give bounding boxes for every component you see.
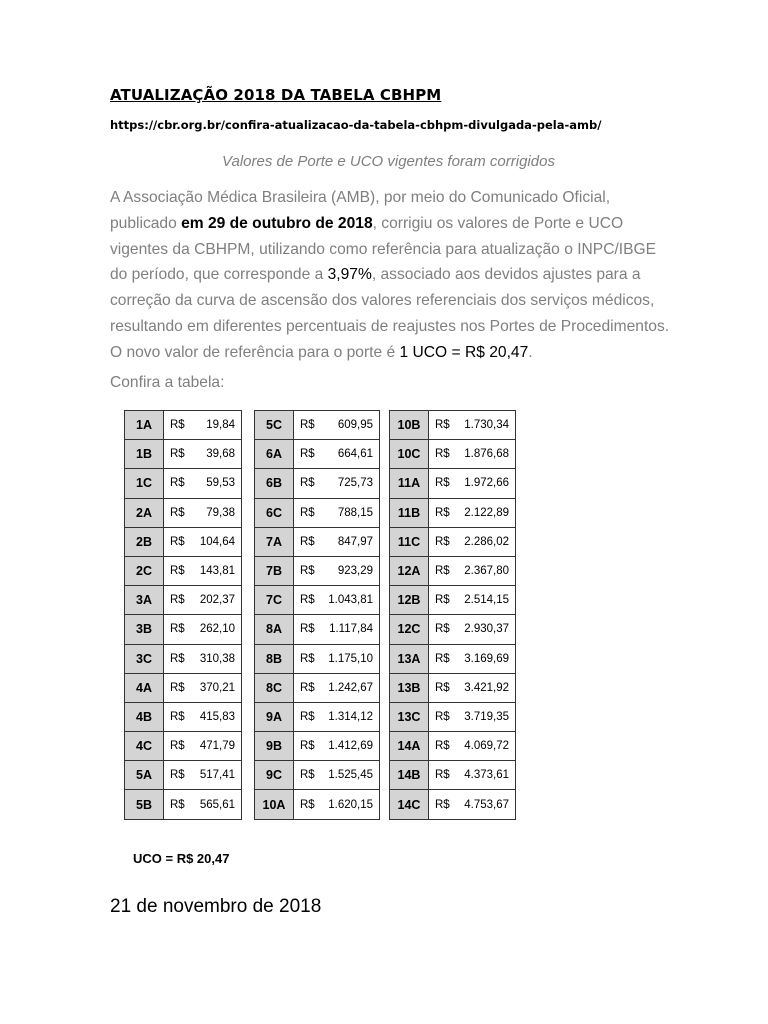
porte-code: 8C xyxy=(255,673,294,702)
currency-symbol: R$ xyxy=(429,615,454,644)
table-intro: Confira a tabela: xyxy=(110,374,225,391)
currency-symbol: R$ xyxy=(294,702,319,731)
table-row xyxy=(255,556,380,585)
table-row xyxy=(255,732,380,761)
table-row xyxy=(390,790,516,819)
currency-symbol: R$ xyxy=(164,498,190,527)
para-text-4: . xyxy=(528,343,533,361)
para-text-2: , corrigiu os valores de Porte e UCO vigentes da CBHPM, utilizando como referência para atualização o INPC/IBGE do período, que corresponde a xyxy=(110,214,657,284)
currency-symbol: R$ xyxy=(164,702,190,731)
table-row xyxy=(255,586,380,615)
porte-code: 2B xyxy=(125,527,164,556)
currency-symbol: R$ xyxy=(164,673,190,702)
porte-code: 2A xyxy=(125,498,164,527)
table-row xyxy=(125,615,242,644)
table-row xyxy=(390,673,516,702)
currency-symbol: R$ xyxy=(164,556,190,585)
currency-symbol: R$ xyxy=(164,469,190,498)
porte-table-2 xyxy=(254,410,380,820)
porte-value: 517,41 xyxy=(190,761,242,790)
porte-code: 13A xyxy=(390,644,429,673)
table-row xyxy=(390,498,516,527)
table-row xyxy=(255,440,380,469)
porte-code: 6B xyxy=(255,469,294,498)
porte-code: 8B xyxy=(255,644,294,673)
porte-value: 2.122,89 xyxy=(454,498,516,527)
table-row xyxy=(125,411,242,440)
currency-symbol: R$ xyxy=(429,556,454,585)
porte-value: 847,97 xyxy=(319,527,380,556)
porte-code: 7C xyxy=(255,586,294,615)
table-row xyxy=(125,732,242,761)
currency-symbol: R$ xyxy=(429,644,454,673)
table-row xyxy=(255,527,380,556)
table-row xyxy=(390,411,516,440)
currency-symbol: R$ xyxy=(429,702,454,731)
table-row xyxy=(125,702,242,731)
currency-symbol: R$ xyxy=(164,440,190,469)
porte-value: 1.175,10 xyxy=(319,644,380,673)
porte-code: 11C xyxy=(390,527,429,556)
table-row xyxy=(125,498,242,527)
currency-symbol: R$ xyxy=(164,732,190,761)
porte-value: 415,83 xyxy=(190,702,242,731)
currency-symbol: R$ xyxy=(429,440,454,469)
currency-symbol: R$ xyxy=(429,673,454,702)
porte-value: 104,64 xyxy=(190,527,242,556)
porte-code: 9C xyxy=(255,761,294,790)
currency-symbol: R$ xyxy=(294,498,319,527)
porte-value: 725,73 xyxy=(319,469,380,498)
porte-value: 1.730,34 xyxy=(454,411,516,440)
table-row xyxy=(255,644,380,673)
table-row xyxy=(390,702,516,731)
currency-symbol: R$ xyxy=(164,411,190,440)
currency-symbol: R$ xyxy=(429,498,454,527)
table-row xyxy=(125,673,242,702)
currency-symbol: R$ xyxy=(164,790,190,819)
currency-symbol: R$ xyxy=(429,411,454,440)
porte-value: 609,95 xyxy=(319,411,380,440)
porte-value: 471,79 xyxy=(190,732,242,761)
porte-value: 310,38 xyxy=(190,644,242,673)
porte-value: 788,15 xyxy=(319,498,380,527)
porte-value: 1.117,84 xyxy=(319,615,380,644)
table-row xyxy=(125,586,242,615)
porte-code: 4B xyxy=(125,702,164,731)
porte-value: 202,37 xyxy=(190,586,242,615)
para-text-3: , associado aos devidos ajustes para a correção da curva de ascensão dos valores referenciais dos serviços médicos, resultando em diferentes percentuais de reajustes nos Portes de Procedimentos. O novo valor de referência para o porte é xyxy=(110,266,670,361)
currency-symbol: R$ xyxy=(294,761,319,790)
currency-symbol: R$ xyxy=(164,615,190,644)
porte-value: 4.753,67 xyxy=(454,790,516,819)
source-link[interactable]: https://cbr.org.br/confira-atualizacao-da-tabela-cbhpm-divulgada-pela-amb/ xyxy=(110,118,602,132)
uco-footer: UCO = R$ 20,47 xyxy=(133,851,230,866)
porte-value: 1.043,81 xyxy=(319,586,380,615)
porte-value: 143,81 xyxy=(190,556,242,585)
porte-code: 7A xyxy=(255,527,294,556)
porte-value: 39,68 xyxy=(190,440,242,469)
table-row xyxy=(255,790,380,819)
body-paragraph xyxy=(110,185,670,366)
porte-code: 3C xyxy=(125,644,164,673)
porte-code: 5B xyxy=(125,790,164,819)
porte-code: 3A xyxy=(125,586,164,615)
table-row xyxy=(390,644,516,673)
porte-value: 79,38 xyxy=(190,498,242,527)
porte-value: 1.314,12 xyxy=(319,702,380,731)
porte-code: 6C xyxy=(255,498,294,527)
document-date: 21 de novembro de 2018 xyxy=(110,896,322,917)
porte-value: 1.972,66 xyxy=(454,469,516,498)
porte-value: 2.286,02 xyxy=(454,527,516,556)
table-row xyxy=(125,761,242,790)
porte-code: 1A xyxy=(125,411,164,440)
porte-value: 664,61 xyxy=(319,440,380,469)
porte-code: 10C xyxy=(390,440,429,469)
porte-value: 1.525,45 xyxy=(319,761,380,790)
porte-value: 4.069,72 xyxy=(454,732,516,761)
porte-value: 19,84 xyxy=(190,411,242,440)
currency-symbol: R$ xyxy=(294,469,319,498)
table-row xyxy=(390,761,516,790)
porte-code: 12C xyxy=(390,615,429,644)
porte-value: 1.620,15 xyxy=(319,790,380,819)
table-row xyxy=(255,615,380,644)
table-row xyxy=(390,440,516,469)
uco-reference-value: 1 UCO = R$ 20,47 xyxy=(399,343,529,361)
table-row xyxy=(390,615,516,644)
document-title: ATUALIZAÇÃO 2018 DA TABELA CBHPM xyxy=(110,86,442,104)
porte-code: 1B xyxy=(125,440,164,469)
table-row xyxy=(125,469,242,498)
currency-symbol: R$ xyxy=(294,644,319,673)
porte-table-1 xyxy=(124,410,242,820)
currency-symbol: R$ xyxy=(294,440,319,469)
currency-symbol: R$ xyxy=(294,732,319,761)
porte-value: 370,21 xyxy=(190,673,242,702)
para-text-1: A Associação Médica Brasileira (AMB), por meio do Comunicado Oficial, publicado xyxy=(110,189,611,232)
porte-code: 4C xyxy=(125,732,164,761)
table-row xyxy=(390,732,516,761)
table-row xyxy=(390,586,516,615)
porte-value: 1.242,67 xyxy=(319,673,380,702)
porte-code: 13B xyxy=(390,673,429,702)
table-row xyxy=(255,498,380,527)
currency-symbol: R$ xyxy=(294,527,319,556)
porte-value: 2.367,80 xyxy=(454,556,516,585)
table-row xyxy=(125,440,242,469)
currency-symbol: R$ xyxy=(429,527,454,556)
currency-symbol: R$ xyxy=(164,644,190,673)
porte-code: 14A xyxy=(390,732,429,761)
table-row xyxy=(125,790,242,819)
currency-symbol: R$ xyxy=(164,586,190,615)
porte-value: 3.421,92 xyxy=(454,673,516,702)
table-row xyxy=(390,469,516,498)
porte-code: 5A xyxy=(125,761,164,790)
currency-symbol: R$ xyxy=(164,527,190,556)
porte-value: 1.876,68 xyxy=(454,440,516,469)
table-row xyxy=(255,411,380,440)
currency-symbol: R$ xyxy=(294,411,319,440)
porte-value: 2.930,37 xyxy=(454,615,516,644)
porte-code: 11A xyxy=(390,469,429,498)
porte-code: 5C xyxy=(255,411,294,440)
porte-value: 1.412,69 xyxy=(319,732,380,761)
table-row xyxy=(390,527,516,556)
currency-symbol: R$ xyxy=(429,732,454,761)
porte-value: 2.514,15 xyxy=(454,586,516,615)
currency-symbol: R$ xyxy=(164,761,190,790)
publication-date: em 29 de outubro de 2018 xyxy=(181,214,373,232)
currency-symbol: R$ xyxy=(294,615,319,644)
porte-value: 59,53 xyxy=(190,469,242,498)
porte-code: 10B xyxy=(390,411,429,440)
porte-value: 3.169,69 xyxy=(454,644,516,673)
porte-code: 4A xyxy=(125,673,164,702)
porte-code: 12B xyxy=(390,586,429,615)
currency-symbol: R$ xyxy=(294,790,319,819)
subtitle: Valores de Porte e UCO vigentes foram corrigidos xyxy=(222,153,555,170)
table-row xyxy=(125,644,242,673)
currency-symbol: R$ xyxy=(429,469,454,498)
currency-symbol: R$ xyxy=(429,761,454,790)
currency-symbol: R$ xyxy=(294,673,319,702)
porte-code: 13C xyxy=(390,702,429,731)
table-row xyxy=(125,527,242,556)
porte-code: 14B xyxy=(390,761,429,790)
porte-code: 14C xyxy=(390,790,429,819)
porte-code: 11B xyxy=(390,498,429,527)
porte-value: 262,10 xyxy=(190,615,242,644)
table-row xyxy=(255,702,380,731)
porte-code: 10A xyxy=(255,790,294,819)
currency-symbol: R$ xyxy=(429,790,454,819)
table-row xyxy=(390,556,516,585)
currency-symbol: R$ xyxy=(429,586,454,615)
table-row xyxy=(255,469,380,498)
porte-value: 923,29 xyxy=(319,556,380,585)
porte-value: 565,61 xyxy=(190,790,242,819)
table-row xyxy=(255,673,380,702)
porte-code: 3B xyxy=(125,615,164,644)
inpc-percentage: 3,97% xyxy=(327,266,372,284)
porte-code: 1C xyxy=(125,469,164,498)
porte-code: 12A xyxy=(390,556,429,585)
currency-symbol: R$ xyxy=(294,586,319,615)
porte-table-3 xyxy=(389,410,516,820)
porte-code: 9B xyxy=(255,732,294,761)
porte-code: 8A xyxy=(255,615,294,644)
porte-code: 7B xyxy=(255,556,294,585)
table-row xyxy=(125,556,242,585)
table-row xyxy=(255,761,380,790)
porte-value: 3.719,35 xyxy=(454,702,516,731)
porte-value: 4.373,61 xyxy=(454,761,516,790)
porte-code: 2C xyxy=(125,556,164,585)
porte-code: 6A xyxy=(255,440,294,469)
currency-symbol: R$ xyxy=(294,556,319,585)
porte-code: 9A xyxy=(255,702,294,731)
